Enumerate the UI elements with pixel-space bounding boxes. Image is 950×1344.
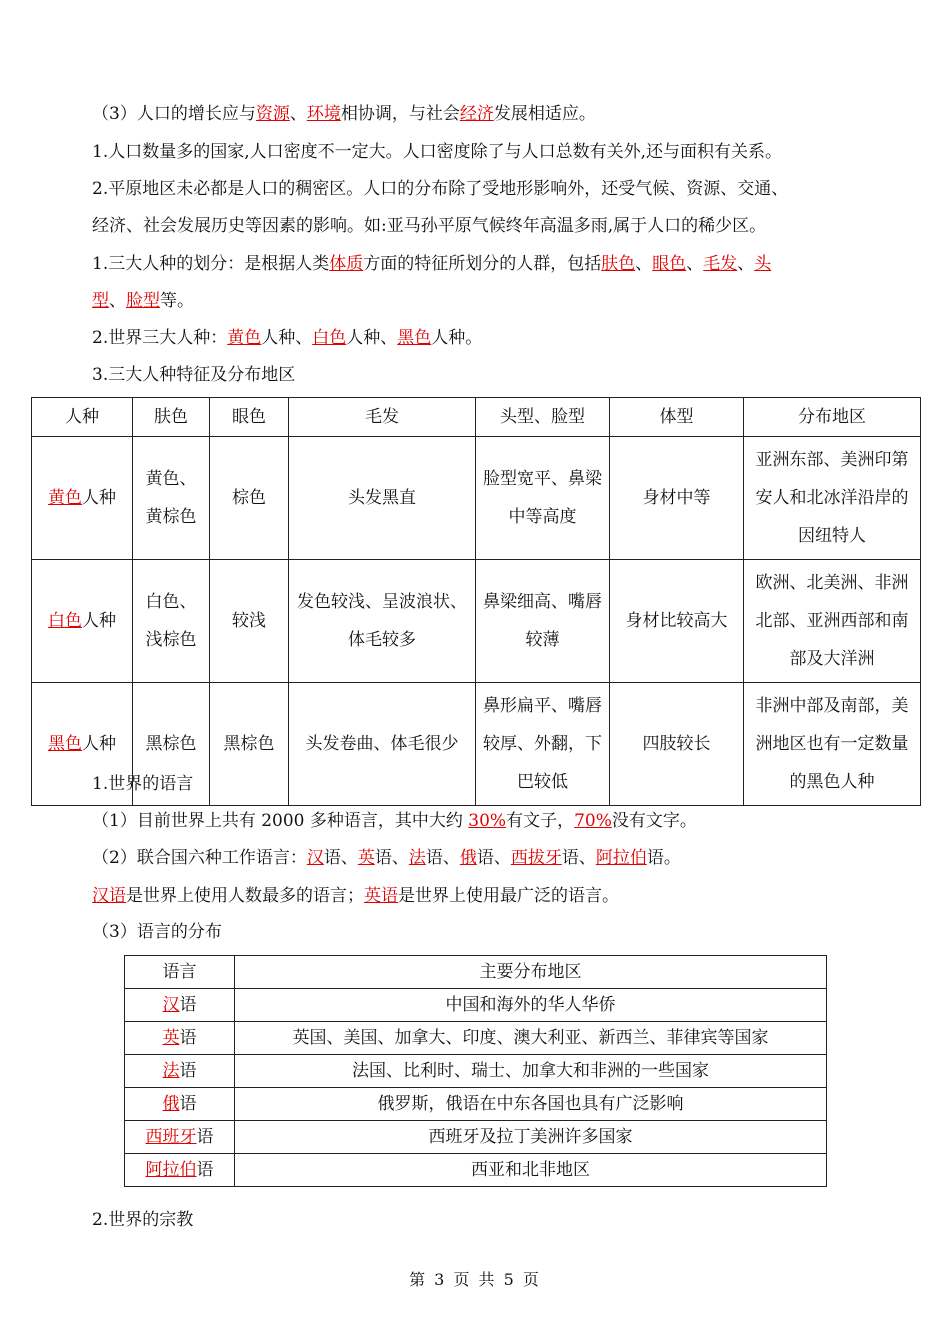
cell-body: 四肢较长 (610, 683, 744, 806)
page-footer: 第 3 页 共 5 页 (409, 1270, 541, 1289)
text-line-population-growth (92, 102, 596, 126)
text-line-plains: 2.平原地区未必都是人口的稠密区。人口的分布除了受地形影响外，还受气候、资源、交通、 (92, 179, 789, 199)
text-line-three-races (92, 326, 482, 350)
text: 、 (109, 291, 126, 311)
keyword: 阿拉伯 (595, 848, 647, 868)
text: 、 (686, 254, 704, 274)
cell-race: 黑色人种 (32, 683, 133, 806)
cell-eye: 较浅 (210, 560, 289, 683)
language-table (124, 955, 827, 1187)
cell-language: 西班牙语 (125, 1121, 235, 1154)
cell-language: 汉语 (125, 989, 235, 1022)
header-body: 体型 (610, 398, 744, 437)
text: 、 (289, 104, 307, 124)
cell-region: 中国和海外的华人华侨 (235, 989, 827, 1022)
keyword: 白色 (312, 328, 347, 348)
text: 语、 (425, 848, 460, 868)
keyword: 西拔牙 (510, 848, 562, 868)
keyword: 体质 (329, 254, 364, 274)
text: 、 (635, 254, 653, 274)
cell-region: 俄罗斯，俄语在中东各国也具有广泛影响 (235, 1088, 827, 1121)
cell-region: 西班牙及拉丁美洲许多国家 (235, 1121, 827, 1154)
text-line-plains-cont: 经济、社会发展历史等因素的影响。如:亚马孙平原气候终年高温多雨,属于人口的稀少区。 (92, 216, 767, 236)
keyword: 英 (357, 848, 375, 868)
text: 等。 (160, 291, 194, 311)
cell-eye: 棕色 (210, 437, 289, 560)
table-row (125, 1154, 827, 1187)
cell-region: 法国、比利时、瑞士、加拿大和非洲的一些国家 (235, 1055, 827, 1088)
cell-language: 俄语 (125, 1088, 235, 1121)
keyword: 黑色 (397, 328, 432, 348)
keyword: 眼色 (652, 254, 687, 274)
cell-race: 白色人种 (32, 560, 133, 683)
cell-region: 西亚和北非地区 (235, 1154, 827, 1187)
header-region: 分布地区 (744, 398, 921, 437)
text: 有文子， (506, 811, 575, 831)
text: 语。 (646, 848, 681, 868)
header-head: 头型、脸型 (476, 398, 610, 437)
cell-hair: 头发黑直 (289, 437, 476, 560)
table-header-row (32, 398, 921, 437)
text: 相协调，与社会 (340, 104, 460, 124)
header-main-region: 主要分布地区 (235, 956, 827, 989)
cell-skin: 黑棕色 (133, 683, 210, 806)
cell-skin: 黄色、黄棕色 (133, 437, 210, 560)
cell-head: 脸型宽平、鼻梁中等高度 (476, 437, 610, 560)
race-table (31, 397, 921, 806)
cell-eye: 黑棕色 (210, 683, 289, 806)
text-line-most-used (92, 884, 619, 908)
keyword: 黄色 (227, 328, 262, 348)
cell-skin: 白色、浅棕色 (133, 560, 210, 683)
table-row (125, 1088, 827, 1121)
keyword: 法 (408, 848, 426, 868)
text: 语、 (374, 848, 409, 868)
table-row (125, 989, 827, 1022)
cell-language: 法语 (125, 1055, 235, 1088)
table-row (32, 437, 921, 560)
text: 人种、 (346, 328, 398, 348)
text-line-race-division (92, 252, 771, 276)
keyword: 汉语 (92, 886, 126, 906)
text: 没有文字。 (611, 811, 697, 831)
table-row (125, 1121, 827, 1154)
keyword: 70% (574, 811, 612, 831)
keyword: 环境 (306, 104, 341, 124)
table-row (125, 1055, 827, 1088)
text-line-language-distribution: （3）语言的分布 (92, 922, 222, 942)
cell-language: 阿拉伯语 (125, 1154, 235, 1187)
text: 语、 (323, 848, 358, 868)
text: 发展相适应。 (493, 104, 596, 124)
cell-race: 黄色人种 (32, 437, 133, 560)
text-line-languages-heading: 1.世界的语言 (92, 774, 194, 794)
keyword: 毛发 (703, 254, 738, 274)
header-race: 人种 (32, 398, 133, 437)
cell-body: 身材比较高大 (610, 560, 744, 683)
text-line-race-division-cont (92, 289, 194, 313)
table-header-row (125, 956, 827, 989)
keyword: 俄 (459, 848, 477, 868)
text: 2.世界三大人种： (92, 328, 228, 348)
cell-region: 非洲中部及南部，美洲地区也有一定数量的黑色人种 (744, 683, 921, 806)
cell-region: 英国、美国、加拿大、印度、澳大利亚、新西兰、菲律宾等国家 (235, 1022, 827, 1055)
text: 是世界上使用人数最多的语言； (126, 886, 364, 906)
table-row (32, 560, 921, 683)
text: 语、 (561, 848, 596, 868)
header-skin: 肤色 (133, 398, 210, 437)
cell-head: 鼻梁细高、嘴唇较薄 (476, 560, 610, 683)
text: 是世界上使用最广泛的语言。 (398, 886, 619, 906)
cell-hair: 头发卷曲、体毛很少 (289, 683, 476, 806)
header-language: 语言 (125, 956, 235, 989)
text: （1）目前世界上共有 2000 多种语言，其中大约 (92, 811, 469, 831)
text: 方面的特征所划分的人群，包括 (363, 254, 602, 274)
keyword: 汉 (306, 848, 324, 868)
keyword: 英语 (364, 886, 398, 906)
text-line-language-count (92, 809, 697, 833)
cell-hair: 发色较浅、呈波浪状、体毛较多 (289, 560, 476, 683)
header-eye: 眼色 (210, 398, 289, 437)
keyword: 脸型 (126, 291, 160, 311)
keyword: 型 (92, 291, 109, 311)
text: （2）联合国六种工作语言： (92, 848, 307, 868)
keyword: 头 (754, 254, 772, 274)
text: 1.三大人种的划分：是根据人类 (92, 254, 330, 274)
text-line-religions-heading: 2.世界的宗教 (92, 1210, 194, 1230)
text: 人种。 (431, 328, 483, 348)
cell-body: 身材中等 (610, 437, 744, 560)
text-line-un-languages (92, 846, 681, 870)
keyword: 资源 (255, 104, 290, 124)
cell-head: 鼻形扁平、嘴唇较厚、外翻，下巴较低 (476, 683, 610, 806)
text: 人种、 (261, 328, 313, 348)
text: 语、 (476, 848, 511, 868)
text: 、 (737, 254, 755, 274)
text-line-density: 1.人口数量多的国家,人口密度不一定大。人口密度除了与人口总数有关外,还与面积有关系。 (92, 142, 783, 162)
cell-region: 亚洲东部、美洲印第安人和北冰洋沿岸的因纽特人 (744, 437, 921, 560)
keyword: 经济 (459, 104, 494, 124)
keyword: 肤色 (601, 254, 636, 274)
cell-region: 欧洲、北美洲、非洲北部、亚洲西部和南部及大洋洲 (744, 560, 921, 683)
text-line-race-table-title: 3.三大人种特征及分布地区 (92, 365, 296, 385)
text: （3）人口的增长应与 (92, 104, 256, 124)
keyword: 30% (468, 811, 507, 831)
cell-language: 英语 (125, 1022, 235, 1055)
header-hair: 毛发 (289, 398, 476, 437)
table-row (125, 1022, 827, 1055)
